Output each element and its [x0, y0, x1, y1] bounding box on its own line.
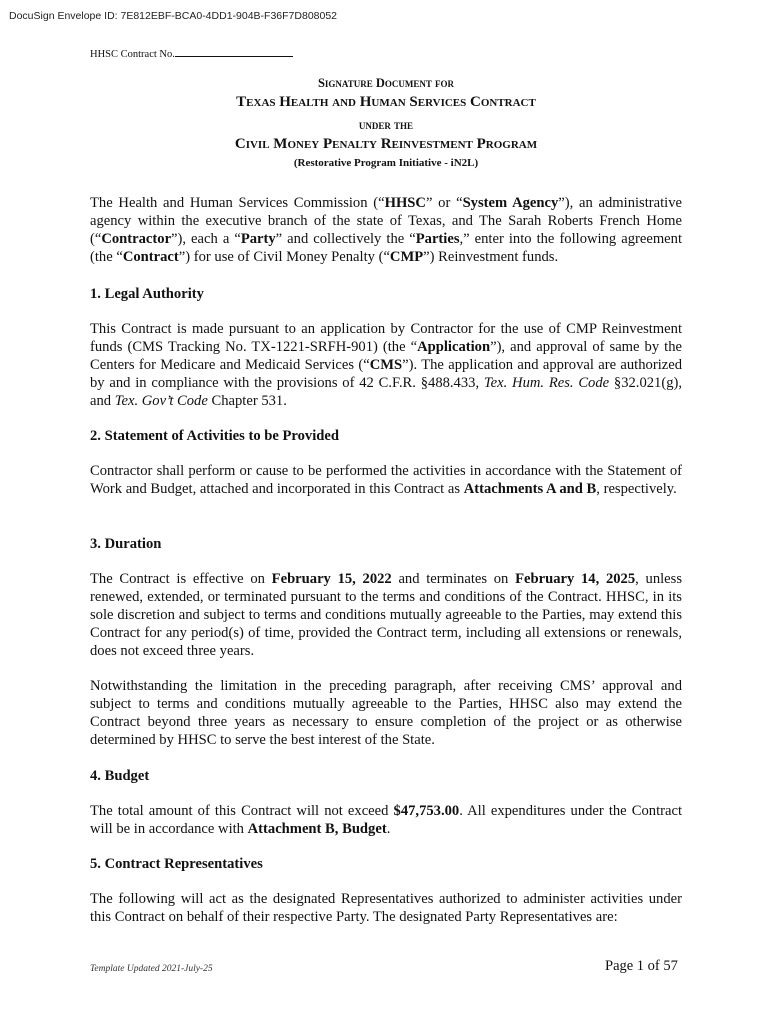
- title-line-3: under the: [358, 118, 414, 132]
- docusign-envelope-id: DocuSign Envelope ID: 7E812EBF-BCA0-4DD1-904B-F36F7D808052: [9, 10, 338, 22]
- section-2-heading: 2. Statement of Activities to be Provided: [90, 428, 339, 444]
- section-1-paragraph: This Contract is made pursuant to an application by Contractor for the use of CMP Reinvestment funds (CMS Tracking No. TX-1221-SRFH-901) (the “Application”), and approval of same by the Centers for Medicare and Medicaid Services (“CMS”). The application and approval are authorized by and in compliance with the provisions of 42 C.F.R. §488.433, Tex. Hum. Res. Code §32.021(g), and Tex. Gov’t Code Chapter 531.: [90, 321, 683, 409]
- contract-number-label: HHSC Contract No.: [90, 49, 175, 60]
- section-1-heading: 1. Legal Authority: [90, 286, 204, 302]
- section-5-paragraph: The following will act as the designated Representatives authorized to administer activities under this Contract on behalf of their respective Party. The designated Party Representatives are:: [90, 891, 682, 925]
- section-3-heading: 3. Duration: [90, 536, 162, 552]
- section-5-heading: 5. Contract Representatives: [90, 856, 263, 872]
- section-3-paragraph-2: Notwithstanding the limitation in the preceding paragraph, after receiving CMS’ approval and subject to terms and conditions mutually agreeable to the Parties, HHSC also may extend the Contract beyond three years as necessary to ensure completion of the project or as otherwise determined by HHSC to serve the best interest of the State.: [90, 678, 682, 748]
- section-3-paragraph: The Contract is effective on February 15, 2022 and terminates on February 14, 2025, unless renewed, extended, or terminated pursuant to the terms and conditions of the Contract. HHSC, in its sole discretion and subject to terms and conditions mutually agreeable to the Parties, may extend this Contract for any period(s) of time, provided the Contract term, including all extensions or renewals, does not exceed three years.: [90, 571, 683, 659]
- template-updated-footer: Template Updated 2021-July-25: [90, 964, 213, 974]
- section-2-paragraph: Contractor shall perform or cause to be performed the activities in accordance with the Statement of Work and Budget, attached and incorporated in this Contract as Attachments A and B, respectively.: [90, 463, 682, 497]
- contract-number-blank: [175, 47, 293, 57]
- page-number: Page 1 of 57: [605, 958, 678, 974]
- title-line-1: Signature Document for: [317, 76, 455, 90]
- title-subtitle: (Restorative Program Initiative - iN2L): [293, 157, 479, 169]
- contract-number-line: [90, 46, 293, 64]
- section-4-paragraph: The total amount of this Contract will not exceed $47,753.00. All expenditures under the Contract will be in accordance with Attachment B, Budget.: [90, 803, 682, 837]
- title-line-2: Texas Health and Human Services Contract: [236, 94, 536, 110]
- title-line-4: Civil Money Penalty Reinvestment Program: [234, 136, 538, 152]
- intro-paragraph: The Health and Human Services Commission (“HHSC” or “System Agency”), an administrative agency within the executive branch of the state of Texas, and The Sarah Roberts French Home (“Contractor”), each a “Party” and collectively the “Parties,” enter into the following agreement (the “Contract”) for use of Civil Money Penalty (“CMP”) Reinvestment funds.: [90, 195, 682, 265]
- section-4-heading: 4. Budget: [90, 768, 150, 784]
